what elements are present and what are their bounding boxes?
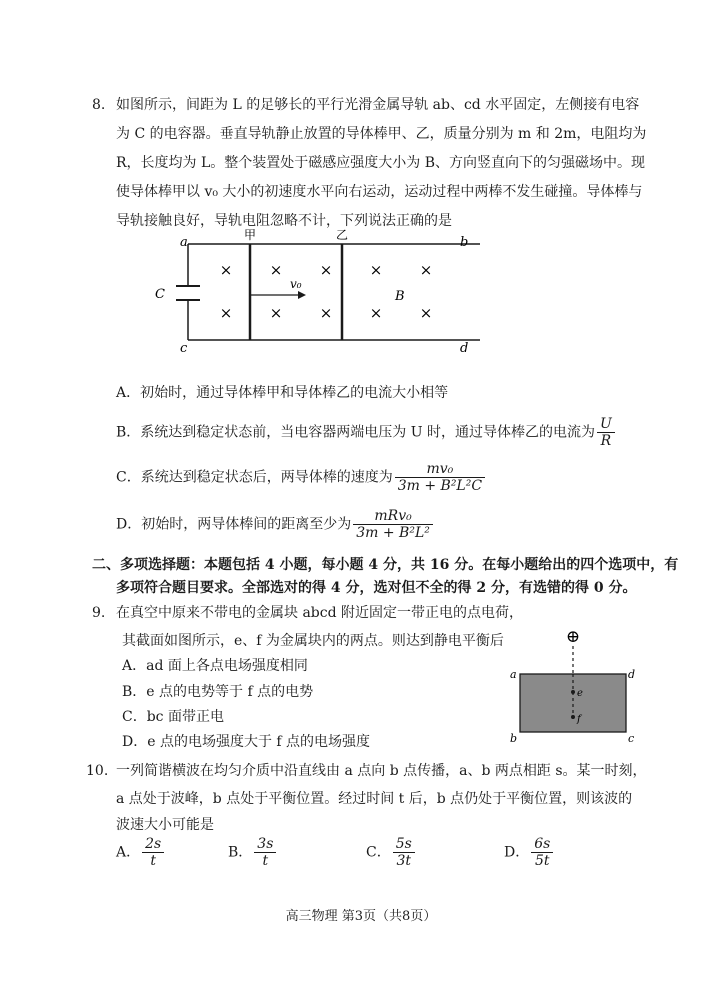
- field-cross-icon: ×: [369, 304, 383, 322]
- q8-option-a: A．初始时，通过导体棒甲和导体棒乙的电流大小相等: [116, 385, 449, 401]
- label-b: b: [460, 235, 469, 250]
- label-e: e: [577, 688, 583, 699]
- q10-option-c: C． $\frac{5s}{3t}$: [366, 836, 417, 869]
- field-cross-icon: ×: [319, 261, 333, 279]
- q8-number: 8.: [92, 97, 106, 113]
- label-capacitor: C: [155, 287, 165, 302]
- label-c: c: [628, 732, 635, 745]
- label-c: c: [180, 341, 188, 356]
- field-cross-icon: ×: [419, 304, 433, 322]
- q8-option-d: D．初始时，两导体棒间的距离至少为 $\frac{\text{mRv₀}}{\text{3m + B²L²}}$: [116, 508, 435, 541]
- label-jia: 甲: [243, 228, 257, 242]
- q9-option-d: D．e 点的电场强度大于 f 点的电场强度: [122, 734, 371, 750]
- q10-option-b: B． $\frac{3s}{t}$: [228, 836, 278, 869]
- positive-charge-icon: ⊕: [565, 627, 581, 647]
- section2-heading-line-1: 二、多项选择题：本题包括 4 小题，每小题 4 分，共 16 分。在每小题给出的四个选项中，有: [92, 557, 679, 573]
- q8-option-c: C．系统达到稳定状态后，两导体棒的速度为 $\frac{\text{mv₀}}{\text{3m + B²L²C}}$: [116, 461, 487, 494]
- q8-option-d-fraction: $\frac{\text{mRv₀}}{\text{3m + B²L²}}$: [353, 508, 433, 541]
- q8-line-3: R，长度均为 L。整个装置处于磁感应强度大小为 B、方向竖直向下的匀强磁场中。现: [116, 155, 646, 171]
- q8-line-5: 导轨接触良好，导轨电阻忽略不计，下列说法正确的是: [116, 213, 452, 229]
- q10-number: 10.: [86, 763, 109, 779]
- q9-line-2: 其截面如图所示，e、f 为金属块内的两点。则达到静电平衡后: [122, 633, 504, 649]
- q9-option-b: B．e 点的电势等于 f 点的电势: [122, 684, 314, 700]
- q8-line-4: 使导体棒甲以 v₀ 大小的初速度水平向右运动，运动过程中两棒不发生碰撞。导体棒与: [116, 184, 643, 200]
- q8-option-c-fraction: $\frac{\text{mv₀}}{\text{3m + B²L²C}}$: [395, 461, 485, 494]
- q9-metal-block-figure: [506, 622, 636, 746]
- label-a: a: [180, 235, 188, 250]
- q10-option-d: D． $\frac{6s}{5t}$: [504, 836, 555, 869]
- field-cross-icon: ×: [369, 261, 383, 279]
- field-cross-icon: ×: [319, 304, 333, 322]
- q10-line-1: 一列简谐横波在均匀介质中沿直线由 a 点向 b 点传播，a、b 两点相距 s。某一时刻，: [116, 763, 647, 779]
- field-cross-icon: ×: [419, 261, 433, 279]
- q8-option-b: B．系统达到稳定状态前，当电容器两端电压为 U 时，通过导体棒乙的电流为 $\frac{U}{R}$: [116, 416, 617, 449]
- q10-line-3: 波速大小可能是: [116, 817, 214, 833]
- q10-line-2: a 点处于波峰，b 点处于平衡位置。经过时间 t 后，b 点仍处于平衡位置，则该波的: [116, 791, 633, 807]
- q8-circuit-figure: [150, 228, 490, 360]
- q8-option-b-fraction: $\frac{U}{R}$: [597, 416, 615, 449]
- label-B: B: [395, 289, 405, 304]
- label-a: a: [510, 668, 517, 681]
- label-d: d: [460, 341, 469, 356]
- q9-number: 9.: [92, 605, 106, 621]
- label-d: d: [628, 668, 636, 681]
- q9-option-a: A．ad 面上各点电场强度相同: [122, 658, 308, 674]
- q9-line-1: 在真空中原来不带电的金属块 abcd 附近固定一带正电的点电荷，: [116, 605, 524, 621]
- field-cross-icon: ×: [219, 304, 233, 322]
- arrow-head-icon: [298, 291, 306, 299]
- q9-option-c: C．bc 面带正电: [122, 709, 224, 725]
- label-f: f: [577, 714, 581, 725]
- label-v0: v₀: [290, 277, 302, 291]
- field-cross-icon: ×: [269, 304, 283, 322]
- point-f: [571, 715, 575, 719]
- point-e: [571, 690, 575, 694]
- field-cross-icon: ×: [219, 261, 233, 279]
- q8-line-1: 如图所示，间距为 L 的足够长的平行光滑金属导轨 ab、cd 水平固定，左侧接有电容: [116, 97, 640, 113]
- q10-option-a: A． $\frac{2s}{t}$: [116, 836, 166, 869]
- field-cross-icon: ×: [269, 261, 283, 279]
- label-yi: 乙: [335, 228, 349, 242]
- q8-line-2: 为 C 的电容器。垂直导轨静止放置的导体棒甲、乙，质量分别为 m 和 2m，电阻均为: [116, 126, 647, 142]
- section2-heading-line-2: 多项符合题目要求。全部选对的得 4 分，选对但不全的得 2 分，有选错的得 0 分。: [116, 580, 637, 596]
- page-footer: 高三物理 第3页（共8页）: [285, 909, 437, 924]
- label-b: b: [510, 732, 518, 745]
